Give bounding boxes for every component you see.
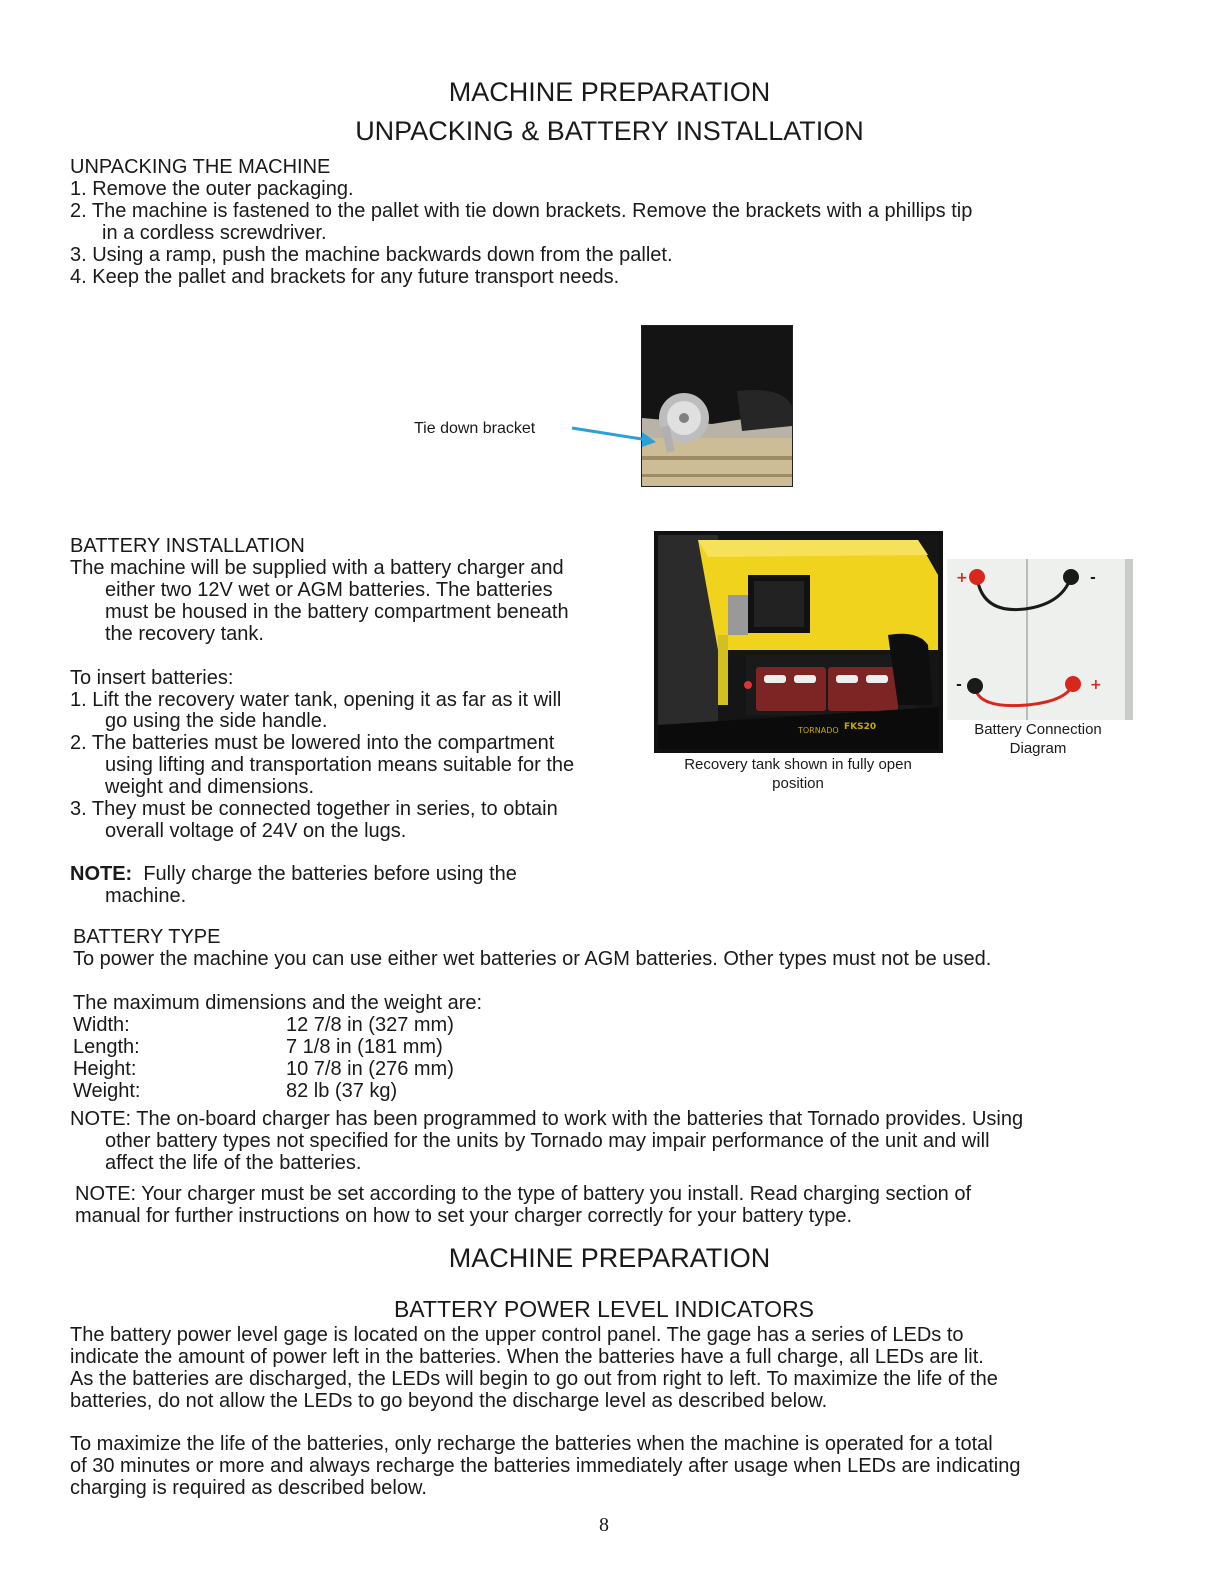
minus-sign: -	[1090, 570, 1096, 586]
insert-step-continued: overall voltage of 24V on the lugs.	[105, 820, 407, 842]
battery-install-intro: The machine will be supplied with a battery charger and	[70, 557, 564, 579]
charger-note-1: NOTE: The on-board charger has been programmed to work with the batteries that Tornado provides. Using	[70, 1108, 1024, 1130]
charger-note-2-continued: manual for further instructions on how to set your charger correctly for your battery type.	[75, 1205, 853, 1227]
battery-install-intro: either two 12V wet or AGM batteries. The batteries	[105, 579, 553, 601]
pointer-arrow-icon	[570, 420, 660, 450]
insert-heading: To insert batteries:	[70, 667, 234, 689]
spec-label: Length:	[73, 1036, 140, 1058]
power-level-heading: BATTERY POWER LEVEL INDICATORS	[393, 1296, 815, 1322]
plus-sign: +	[956, 570, 968, 586]
install-note	[70, 863, 517, 885]
tie-down-photo	[641, 325, 793, 487]
diagram-caption-line2: Diagram	[1009, 740, 1067, 757]
power-level-text: The battery power level gage is located on the upper control panel. The gage has a series of LEDs to	[70, 1324, 964, 1346]
power-level-text: indicate the amount of power left in the batteries. When the batteries have a full charge, all LEDs are lit.	[70, 1346, 984, 1368]
recovery-tank-caption-line2: position	[772, 775, 824, 792]
battery-install-intro: the recovery tank.	[105, 623, 264, 645]
minus-sign: -	[956, 677, 962, 693]
recovery-tank-caption	[658, 755, 938, 793]
battery-install-heading: BATTERY INSTALLATION	[70, 535, 305, 557]
spec-value: 82 lb (37 kg)	[286, 1080, 398, 1102]
diagram-caption-line1: Battery Connection	[974, 721, 1102, 738]
spec-value: 12 7/8 in (327 mm)	[286, 1014, 454, 1036]
negative-terminal-icon	[967, 678, 983, 694]
section-title: MACHINE PREPARATION	[448, 1243, 771, 1273]
positive-terminal-icon	[969, 569, 985, 585]
spec-row	[73, 1080, 398, 1102]
page-number: 8	[599, 1514, 609, 1536]
insert-step: 2. The batteries must be lowered into the compartment	[70, 732, 555, 754]
unpacking-heading: UNPACKING THE MACHINE	[70, 156, 331, 178]
spec-value: 10 7/8 in (276 mm)	[286, 1058, 454, 1080]
unpacking-step: 1. Remove the outer packaging.	[70, 178, 354, 200]
power-level-text: charging is required as described below.	[70, 1477, 427, 1499]
power-level-text: As the batteries are discharged, the LEDs will begin to go out from right to left. To maximize the life of the	[70, 1368, 998, 1390]
unpacking-step: 3. Using a ramp, push the machine backwards down from the pallet.	[70, 244, 673, 266]
battery-install-intro: must be housed in the battery compartment beneath	[105, 601, 569, 623]
unpacking-step-continued: in a cordless screwdriver.	[102, 222, 327, 244]
unpacking-step: 4. Keep the pallet and brackets for any future transport needs.	[70, 266, 620, 288]
spec-label: Width:	[73, 1014, 130, 1036]
dims-heading: The maximum dimensions and the weight are:	[73, 992, 483, 1014]
spec-row	[73, 1014, 454, 1036]
insert-step-continued: using lifting and transportation means suitable for the	[105, 754, 575, 776]
insert-step-continued: go using the side handle.	[105, 710, 328, 732]
photo-model: FKS20	[844, 722, 877, 732]
battery-type-heading: BATTERY TYPE	[73, 926, 221, 948]
charger-note-1-continued: affect the life of the batteries.	[105, 1152, 362, 1174]
recovery-tank-caption-line1: Recovery tank shown in fully open	[684, 756, 912, 773]
spec-label: Height:	[73, 1058, 137, 1080]
battery-connection-diagram	[947, 559, 1133, 720]
insert-step-continued: weight and dimensions.	[105, 776, 315, 798]
spec-row	[73, 1036, 443, 1058]
diagram-caption	[950, 720, 1126, 758]
recovery-tank-photo	[654, 531, 943, 753]
spec-value: 7 1/8 in (181 mm)	[286, 1036, 443, 1058]
page-title-line1: MACHINE PREPARATION	[448, 77, 771, 107]
positive-terminal-icon	[1065, 676, 1081, 692]
spec-label: Weight:	[73, 1080, 141, 1102]
insert-step: 1. Lift the recovery water tank, opening it as far as it will	[70, 689, 562, 711]
tie-down-label: Tie down bracket	[414, 420, 536, 437]
page-title-line2: UNPACKING & BATTERY INSTALLATION	[355, 116, 864, 146]
plus-sign: +	[1090, 677, 1102, 693]
spec-row	[73, 1058, 454, 1080]
battery-type-text: To power the machine you can use either wet batteries or AGM batteries. Other types must not be used.	[73, 948, 992, 970]
insert-step: 3. They must be connected together in series, to obtain	[70, 798, 558, 820]
photo-brand: TORNADO	[798, 726, 839, 735]
note-text: Fully charge the batteries before using the	[143, 863, 517, 885]
unpacking-step: 2. The machine is fastened to the pallet with tie down brackets. Remove the brackets with a phillips tip	[70, 200, 973, 222]
power-level-text: of 30 minutes or more and always recharge the batteries immediately after usage when LEDs are indicating	[70, 1455, 1021, 1477]
power-level-text: To maximize the life of the batteries, only recharge the batteries when the machine is operated for a total	[70, 1433, 993, 1455]
charger-note-2: NOTE: Your charger must be set according to the type of battery you install. Read charging section of	[75, 1183, 972, 1205]
negative-terminal-icon	[1063, 569, 1079, 585]
note-label: NOTE:	[70, 863, 133, 885]
power-level-text: batteries, do not allow the LEDs to go beyond the discharge level as described below.	[70, 1390, 828, 1412]
install-note-continued: machine.	[105, 885, 187, 907]
charger-note-1-continued: other battery types not specified for the units by Tornado may impair performance of the unit and will	[105, 1130, 990, 1152]
